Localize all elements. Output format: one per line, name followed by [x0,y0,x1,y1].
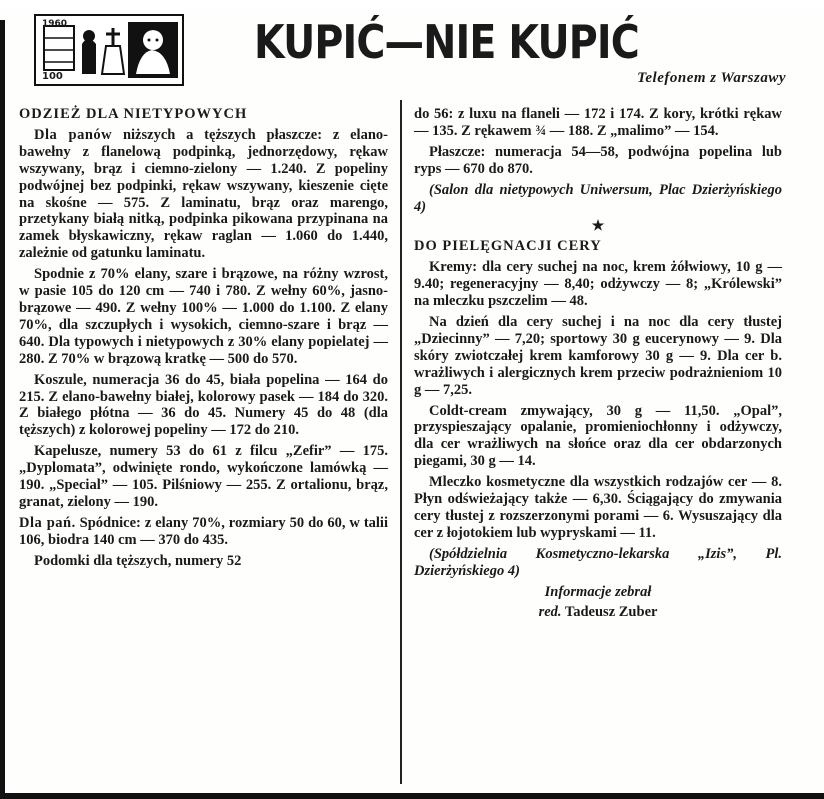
paragraph-trousers: Spodnie z 70% elany, szare i brązowe, na różny wzrost, w pasie 105 do 120 cm — 740 i 780. Z wełny 60%, jasno-brązowe — 490. Z wełny 100% — 1.000 do 1.100. Z elany 70%, dla szczupłych i wysokich, ciemno-szare i brąz — 640. Dla typowych i nietypowych z 30% elany popielatej — 280. Z 70% w brązową kratkę — 500 do 570. [19,266,388,367]
page-subtitle: Telefonem z Warszawy [637,70,786,86]
scan-edge-bottom [0,793,824,799]
column-logo [34,14,184,86]
paragraph-housecoats-cont: do 56: z luxu na flaneli — 172 i 174. Z kory, krótki rękaw — 135. Z rękawem ¾ — 188. Z „malimo” — 154. [414,106,782,139]
logo-year: 1960 [42,19,68,29]
credit-author: Tadeusz Zuber [564,604,658,621]
paragraph-shirts: Koszule, numeracja 36 do 45, biała popelina — 164 do 215. Z elano-bawełny białej, kolorowy pasek — 184 do 320. Z białego płótna — 36 do 45. Numery 45 do 48 (dla tęższych) z kolorowej popeliny — 172 do 210. [19,371,388,439]
separator-star-icon: ★ [591,219,605,235]
source-note-izis: (Spółdzielnia Kosmetyczno-lekarska „Izis”, Pl. Dzierżyńskiego 4) [414,545,782,579]
coats-text: niższych a tęższych płaszcze: z elano-bawełny z flanelową podpinką, jednorzędowy, rękaw wszywany, brąz i ciemno-zielony — 1.240. Z popeliny podwójnej bez podpinki, rękaw wszywany, kieszenie cięte na skośne — 575. Z laminatu, brąz oraz marengo, przetykany białą nitką, podpinka pikowana przypinana na zamek błyskawiczny, rękaw raglan — 1.060 do 1.440, zależnie od gatunku laminatu. [19,126,388,262]
source-note-salon: (Salon dla nietypowych Uniwersum, Plac Dzierżyńskiego 4) [414,181,782,215]
logo-number: 100 [42,71,63,82]
credit-line-2 [414,604,782,621]
right-column [414,106,782,625]
lead-in-men: Dla panów [34,126,113,143]
paragraph-lotions: Mleczko kosmetyczne dla wszystkich rodzajów cer — 8. Płyn odświeżający także — 6,30. Ściągający do zmywania cery tłustej z rozszerzonymi porami — 6. Wysuszający dla cer z łojotokiem lub wypryskami — 11. [414,474,782,541]
paragraph-day-creams: Na dzień dla cery suchej i na noc dla cery tłustej „Dziecinny” — 7,20; sportowy 30 g eucerynowy — 9. Dla skóry zwiotczałej krem kamforowy 30 g — 9. Dla cer b. wrażliwych i alergicznych krem przeciw podrażnieniom 10 g — 7,25. [414,313,782,398]
section-heading-skincare: DO PIELĘGNACJI CERY [414,238,602,255]
left-column [19,106,388,574]
paragraph-coats-men [19,127,388,262]
paragraph-hats: Kapelusze, numery 53 do 61 z filcu „Zefir” — 175. „Dyplomata”, odwinięte rondo, wykończone lamówką — 190. „Special” — 105. Pilśniowy — 255. Z ortalionu, brąz, granat, zielony — 190. [19,443,388,510]
paragraph-women-coats: Płaszcze: numeracja 54—58, podwójna popelina lub ryps — 670 do 870. [414,143,782,177]
column-divider [400,100,402,784]
section-heading-clothing: ODZIEŻ DLA NIETYPOWYCH [19,106,248,122]
scan-edge-top [0,0,824,10]
paragraph-housecoats: Podomki dla tęższych, numery 52 [34,552,242,569]
paragraph-women [19,515,388,549]
credit-line-1: Informacje zebrał [544,583,652,600]
paragraph-night-creams: Kremy: dla cery suchej na noc, krem żółwiowy, 10 g — 9.40; regeneracyjny — 8,40; odżywczy — 8; „Królewski” na mleczku pszczelim — 48. [414,259,782,310]
credit-prefix: red. [538,604,562,621]
skirts-text: Spódnice: z elany 70%, rozmiary 50 do 60, w talii 106, biodra 140 cm — 370 do 435. [19,514,388,548]
page-title: KUPIĆ—NIE KUPIĆ [254,15,639,69]
paragraph-cold-cream: Coldt-cream zmywający, 30 g — 11,50. „Opal”, przyspieszający opalanie, promieniochłonny i odżywczy, dla cer wrażliwych na słońce oraz dla cer obdarzonych piegami, 30 g — 14. [414,402,782,470]
lead-in-women: Dla pań. [19,514,76,531]
scan-edge-left [0,20,5,799]
